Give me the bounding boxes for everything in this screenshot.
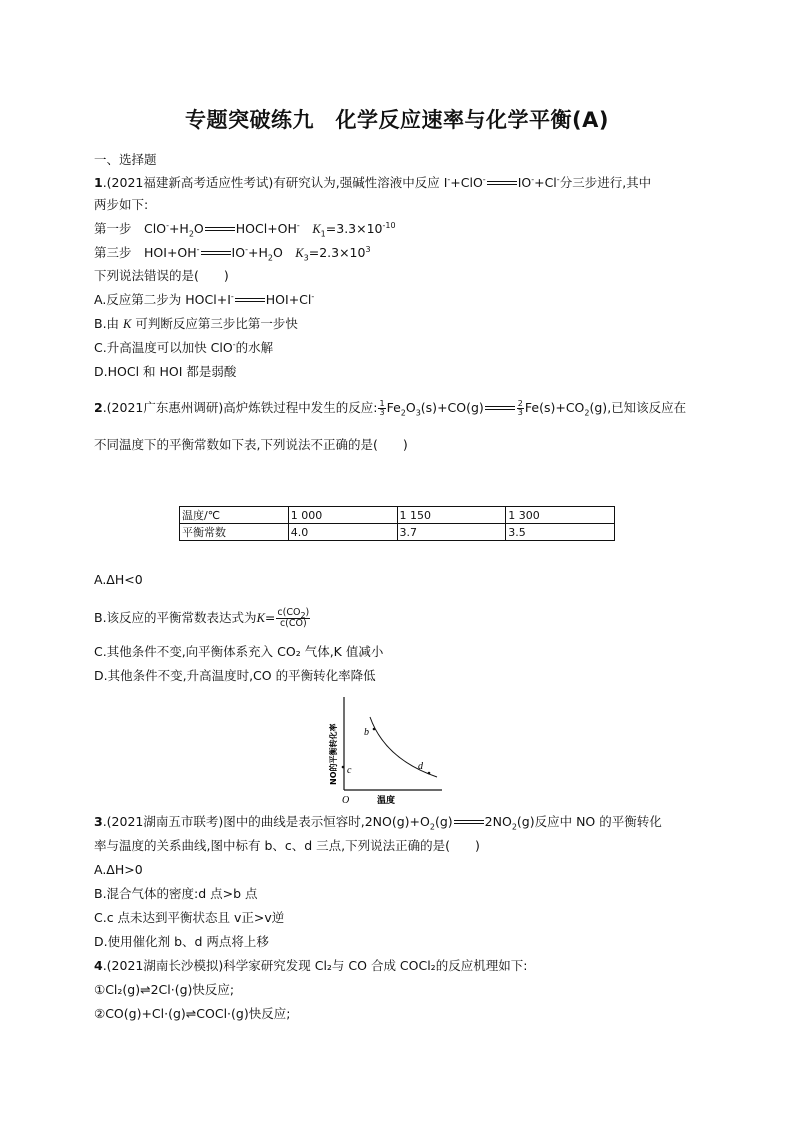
label-d: d	[418, 761, 423, 772]
table-row	[180, 524, 615, 541]
q1-step3: 第三步 HOI+OH- $IO^-+H_2O$ $K_3=2.3\times 10^3$	[94, 244, 371, 263]
point-b	[373, 728, 376, 731]
label-c: c	[347, 765, 352, 776]
equilibrium-arrow-icon	[201, 249, 231, 259]
k-expression-fraction: $\frac{c(CO_2)}{c(CO)}$	[277, 607, 310, 629]
table-cell: 4.0	[288, 524, 397, 541]
q2-option-c: C.其他条件不变,向平衡体系充入 CO₂ 气体,K 值减小	[94, 644, 384, 659]
equilibrium-arrow-icon	[454, 818, 484, 828]
q1-option-b: B.由 K 可判断反应第三步比第一步快	[94, 316, 298, 331]
q1-option-d: D.HOCl 和 HOI 都是弱酸	[94, 364, 237, 379]
origin-label: O	[342, 795, 350, 806]
point-d	[428, 772, 431, 775]
x-axis-label: 温度	[377, 796, 396, 806]
point-c	[342, 766, 345, 769]
q1-option-c: C.升高温度可以加快 ClO-的水解	[94, 339, 274, 355]
q2-line2: 不同温度下的平衡常数如下表,下列说法不正确的是( )	[94, 437, 408, 452]
table-cell: 3.7	[397, 524, 506, 541]
y-axis-label: NO的平衡转化率	[329, 723, 338, 785]
q3-line1: 3.(2021湖南五市联考)图中的曲线是表示恒容时$,2NO(g)+O_2(g)$ $2NO_2(g)$反应中 NO 的平衡转化	[94, 814, 662, 832]
q3-option-c: C.c 点未达到平衡状态且 v正>v逆	[94, 910, 285, 925]
q1-line2: 两步如下:	[94, 197, 149, 212]
equilibrium-arrow-icon	[235, 296, 265, 306]
label-b: b	[364, 727, 369, 738]
q1-stem: 下列说法错误的是( )	[94, 268, 229, 283]
table-cell: 1 300	[506, 507, 615, 524]
q2-option-b: B.该反应的平衡常数表达式为K= $\frac{c(CO_2)}{c(CO)}$	[94, 607, 310, 629]
q1-step1: 第一步 $ClO^-+H_2O$ HOCl+OH- $K_1=3.3\times 10^{-10}$	[94, 220, 396, 239]
q2-number: 2	[94, 400, 103, 415]
table-cell: 1 000	[288, 507, 397, 524]
table-cell: 温度/℃	[180, 507, 289, 524]
table-cell: 1 150	[397, 507, 506, 524]
conversion-curve	[370, 717, 437, 777]
q4-step2: ②CO(g)+Cl·(g)⇌COCl·(g)快反应;	[94, 1006, 291, 1021]
conversion-temperature-graph	[322, 695, 448, 810]
equilibrium-arrow-icon	[487, 179, 517, 189]
fraction-one-third: $\frac{1}{3}$	[379, 399, 385, 417]
equilibrium-arrow-icon	[205, 225, 235, 235]
table-cell: 平衡常数	[180, 524, 289, 541]
q3-option-a: A.ΔH>0	[94, 862, 143, 877]
section-heading: 一、选择题	[94, 152, 157, 167]
q2-line1: 2.(2021广东惠州调研)高炉炼铁过程中发生的反应: $\frac{1}{3}$ $Fe_2O_3(s)+CO(g)$ $\frac{2}{3}$ $Fe(s)+CO_2(g)$,已知该反应在	[94, 399, 687, 418]
table-row	[180, 507, 615, 524]
q3-line2: 率与温度的关系曲线,图中标有 b、c、d 三点,下列说法正确的是( )	[94, 838, 480, 853]
table-cell: 3.5	[506, 524, 615, 541]
q1-number: 1	[94, 175, 103, 190]
q3-option-b: B.混合气体的密度:d 点>b 点	[94, 886, 258, 901]
q2-option-d: D.其他条件不变,升高温度时,CO 的平衡转化率降低	[94, 668, 376, 683]
page-title: 专题突破练九 化学反应速率与化学平衡(A)	[185, 108, 609, 132]
q1-option-a: A.反应第二步为 HOCl+I- HOI+Cl-	[94, 291, 315, 307]
q4-number: 4	[94, 958, 103, 973]
q4-step1: ①Cl₂(g)⇌2Cl·(g)快反应;	[94, 982, 235, 997]
equilibrium-constant-table	[179, 506, 615, 541]
q3-option-d: D.使用催化剂 b、d 两点将上移	[94, 934, 269, 949]
fraction-two-thirds: $\frac{2}{3}$	[517, 399, 523, 417]
equilibrium-arrow-icon	[485, 404, 515, 414]
q2-option-a: A.ΔH<0	[94, 572, 143, 587]
q3-number: 3	[94, 814, 103, 829]
q4-line1: 4.(2021湖南长沙模拟)科学家研究发现 Cl₂与 CO 合成 COCl₂的反应机理如下:	[94, 958, 528, 973]
q1-line1: 1.(2021福建新高考适应性考试)有研究认为,强碱性溶液中反应 I-+ClO- IO-+Cl-分三步进行,其中	[94, 174, 652, 190]
